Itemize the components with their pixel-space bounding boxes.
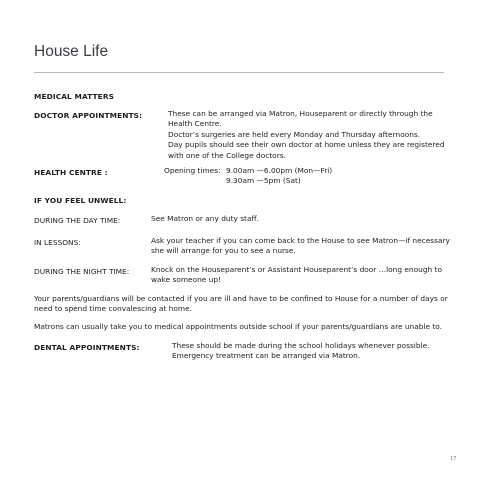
during-day-text: See Matron or any duty staff. — [151, 214, 259, 223]
doctor-line: Health Centre. — [168, 119, 222, 129]
doctor-line: with one of the College doctors. — [168, 150, 286, 160]
page-number: 17 — [450, 456, 457, 462]
page-title: House Life — [34, 43, 109, 60]
lessons-line: Ask your teacher if you can come back to the House to see Matron—if necessary — [151, 236, 450, 245]
if-you-feel-unwell-heading: IF YOU FEEL UNWELL: — [34, 196, 127, 205]
doctor-appointments-text — [168, 109, 445, 161]
doctor-line: Day pupils should see their own doctor at home unless they are registered — [168, 140, 445, 150]
dental-appointments-text — [172, 341, 429, 362]
lessons-line: she will arrange for you to see a nurse. — [151, 246, 296, 256]
doctor-line: Doctor’s surgeries are held every Monday and Thursday afternoons. — [168, 129, 421, 139]
parents-notice — [34, 294, 448, 315]
medical-matters-heading: MEDICAL MATTERS — [34, 92, 115, 101]
dental-appointments-label: DENTAL APPOINTMENTS: — [34, 343, 140, 352]
night-line: wake someone up! — [151, 275, 222, 285]
health-centre-label: HEALTH CENTRE : — [34, 168, 108, 177]
dental-line: These should be made during the school holidays whenever possible. — [172, 341, 430, 350]
opening-times-hours — [226, 166, 332, 187]
in-lessons-label: IN LESSONS: — [34, 238, 81, 247]
parents-line: Your parents/guardians will be contacted if you are ill and have to be confined to House for a number of days or — [34, 294, 448, 303]
during-night-label: DURING THE NIGHT TIME: — [34, 267, 130, 276]
parents-line: need to spend time convalescing at home. — [34, 304, 192, 314]
during-night-text — [151, 265, 442, 286]
opening-times-label: Opening times: — [164, 166, 221, 175]
doctor-line: These can be arranged via Matron, Houseparent or directly through the — [168, 109, 433, 118]
opening-hours-line: 9.30am —5pm (Sat) — [226, 176, 301, 186]
during-day-label: DURING THE DAY TIME: — [34, 216, 121, 225]
opening-hours-line: 9.00am —6.00pm (Mon—Fri) — [226, 166, 333, 175]
matrons-notice: Matrons can usually take you to medical appointments outside school if your parents/guardians are unable to. — [34, 322, 443, 331]
night-line: Knock on the Houseparent’s or Assistant Houseparent’s door …long enough to — [151, 265, 442, 274]
title-divider — [34, 72, 444, 73]
doctor-appointments-label: DOCTOR APPOINTMENTS: — [34, 111, 143, 120]
in-lessons-text — [151, 236, 450, 257]
dental-line: Emergency treatment can be arranged via Matron. — [172, 351, 361, 361]
